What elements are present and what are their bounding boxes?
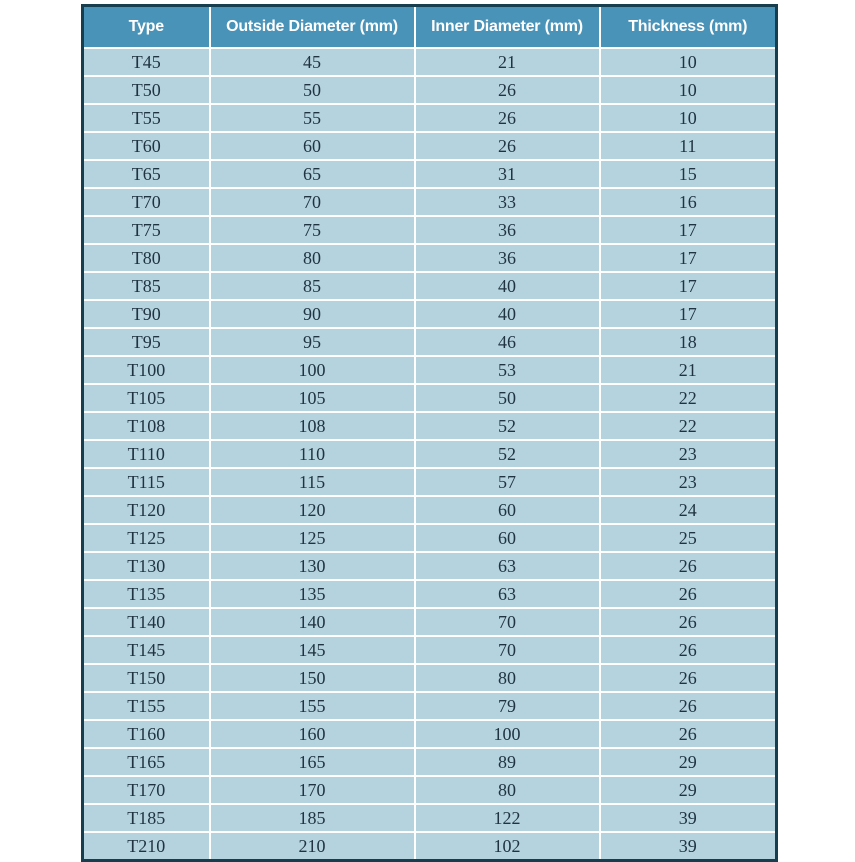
table-row: [83, 552, 777, 580]
table-row: [83, 468, 777, 496]
cell-type: T165: [83, 748, 210, 776]
cell-outside-diameter: 55: [210, 104, 415, 132]
cell-thickness: 17: [600, 300, 777, 328]
cell-thickness: 23: [600, 440, 777, 468]
cell-type: T110: [83, 440, 210, 468]
table-row: [83, 76, 777, 104]
cell-inner-diameter: 26: [415, 132, 600, 160]
table-body: [83, 48, 777, 861]
cell-outside-diameter: 70: [210, 188, 415, 216]
cell-type: T130: [83, 552, 210, 580]
cell-inner-diameter: 70: [415, 608, 600, 636]
cell-outside-diameter: 65: [210, 160, 415, 188]
cell-type: T60: [83, 132, 210, 160]
cell-inner-diameter: 52: [415, 440, 600, 468]
table-row: [83, 496, 777, 524]
cell-type: T160: [83, 720, 210, 748]
cell-type: T105: [83, 384, 210, 412]
cell-inner-diameter: 31: [415, 160, 600, 188]
cell-outside-diameter: 110: [210, 440, 415, 468]
cell-thickness: 11: [600, 132, 777, 160]
cell-outside-diameter: 165: [210, 748, 415, 776]
cell-inner-diameter: 26: [415, 104, 600, 132]
cell-type: T210: [83, 832, 210, 861]
cell-outside-diameter: 85: [210, 272, 415, 300]
cell-inner-diameter: 63: [415, 552, 600, 580]
cell-inner-diameter: 63: [415, 580, 600, 608]
table-row: [83, 328, 777, 356]
cell-inner-diameter: 26: [415, 76, 600, 104]
cell-outside-diameter: 150: [210, 664, 415, 692]
cell-type: T145: [83, 636, 210, 664]
cell-inner-diameter: 52: [415, 412, 600, 440]
cell-thickness: 23: [600, 468, 777, 496]
cell-outside-diameter: 185: [210, 804, 415, 832]
cell-outside-diameter: 120: [210, 496, 415, 524]
cell-inner-diameter: 100: [415, 720, 600, 748]
table-row: [83, 832, 777, 861]
cell-type: T108: [83, 412, 210, 440]
cell-thickness: 10: [600, 104, 777, 132]
cell-thickness: 15: [600, 160, 777, 188]
table-row: [83, 300, 777, 328]
cell-type: T85: [83, 272, 210, 300]
table-row: [83, 804, 777, 832]
cell-outside-diameter: 60: [210, 132, 415, 160]
cell-outside-diameter: 135: [210, 580, 415, 608]
cell-outside-diameter: 125: [210, 524, 415, 552]
table-row: [83, 720, 777, 748]
table-row: [83, 776, 777, 804]
cell-type: T50: [83, 76, 210, 104]
table-row: [83, 692, 777, 720]
cell-type: T150: [83, 664, 210, 692]
cell-thickness: 26: [600, 552, 777, 580]
cell-type: T65: [83, 160, 210, 188]
table-row: [83, 188, 777, 216]
spec-table: [81, 4, 778, 862]
cell-outside-diameter: 130: [210, 552, 415, 580]
cell-type: T140: [83, 608, 210, 636]
cell-outside-diameter: 160: [210, 720, 415, 748]
cell-outside-diameter: 105: [210, 384, 415, 412]
table-row: [83, 440, 777, 468]
cell-inner-diameter: 122: [415, 804, 600, 832]
header-type: Type: [83, 6, 210, 49]
cell-type: T95: [83, 328, 210, 356]
cell-type: T70: [83, 188, 210, 216]
cell-outside-diameter: 108: [210, 412, 415, 440]
table-row: [83, 412, 777, 440]
cell-thickness: 22: [600, 384, 777, 412]
cell-type: T115: [83, 468, 210, 496]
cell-inner-diameter: 79: [415, 692, 600, 720]
cell-inner-diameter: 21: [415, 48, 600, 76]
cell-type: T55: [83, 104, 210, 132]
cell-thickness: 26: [600, 636, 777, 664]
cell-outside-diameter: 50: [210, 76, 415, 104]
cell-thickness: 18: [600, 328, 777, 356]
header-outside-diameter: Outside Diameter (mm): [210, 6, 415, 49]
table-row: [83, 580, 777, 608]
cell-inner-diameter: 53: [415, 356, 600, 384]
cell-type: T75: [83, 216, 210, 244]
cell-thickness: 22: [600, 412, 777, 440]
cell-inner-diameter: 33: [415, 188, 600, 216]
cell-type: T135: [83, 580, 210, 608]
table-row: [83, 356, 777, 384]
cell-type: T185: [83, 804, 210, 832]
table-row: [83, 524, 777, 552]
cell-outside-diameter: 170: [210, 776, 415, 804]
cell-inner-diameter: 36: [415, 216, 600, 244]
table-row: [83, 48, 777, 76]
cell-inner-diameter: 50: [415, 384, 600, 412]
table-row: [83, 104, 777, 132]
cell-thickness: 17: [600, 216, 777, 244]
header-inner-diameter: Inner Diameter (mm): [415, 6, 600, 49]
cell-thickness: 39: [600, 804, 777, 832]
table-header: [83, 6, 777, 49]
cell-thickness: 10: [600, 76, 777, 104]
table-row: [83, 608, 777, 636]
cell-thickness: 29: [600, 748, 777, 776]
cell-inner-diameter: 46: [415, 328, 600, 356]
cell-outside-diameter: 100: [210, 356, 415, 384]
cell-thickness: 25: [600, 524, 777, 552]
cell-thickness: 26: [600, 608, 777, 636]
cell-thickness: 29: [600, 776, 777, 804]
cell-inner-diameter: 60: [415, 524, 600, 552]
cell-type: T120: [83, 496, 210, 524]
cell-thickness: 24: [600, 496, 777, 524]
cell-type: T90: [83, 300, 210, 328]
cell-thickness: 10: [600, 48, 777, 76]
cell-inner-diameter: 80: [415, 664, 600, 692]
cell-inner-diameter: 40: [415, 300, 600, 328]
cell-inner-diameter: 36: [415, 244, 600, 272]
table-row: [83, 160, 777, 188]
table-row: [83, 748, 777, 776]
cell-type: T80: [83, 244, 210, 272]
cell-thickness: 39: [678, 836, 697, 856]
cell-thickness: 16: [600, 188, 777, 216]
cell-type: T155: [83, 692, 210, 720]
cell-thickness: 21: [600, 356, 777, 384]
cell-outside-diameter: 95: [210, 328, 415, 356]
table-row: [83, 636, 777, 664]
table-row: [83, 384, 777, 412]
cell-inner-diameter: 57: [415, 468, 600, 496]
table-row: [83, 272, 777, 300]
table-row: [83, 216, 777, 244]
cell-type: T125: [83, 524, 210, 552]
cell-thickness: 17: [600, 272, 777, 300]
cell-outside-diameter: 115: [210, 468, 415, 496]
cell-outside-diameter: 75: [210, 216, 415, 244]
cell-outside-diameter: 80: [210, 244, 415, 272]
header-row: [83, 6, 777, 49]
cell-inner-diameter: 89: [415, 748, 600, 776]
table-row: [83, 664, 777, 692]
cell-inner-diameter: 80: [415, 776, 600, 804]
table-row: [83, 132, 777, 160]
cell-inner-diameter: 40: [415, 272, 600, 300]
table-row: [83, 244, 777, 272]
cell-thickness: 26: [600, 664, 777, 692]
header-thickness: Thickness (mm): [600, 6, 777, 49]
cell-outside-diameter: 155: [210, 692, 415, 720]
cell-thickness: 26: [600, 720, 777, 748]
cell-outside-diameter: 140: [210, 608, 415, 636]
cell-inner-diameter: 60: [415, 496, 600, 524]
cell-outside-diameter: 45: [210, 48, 415, 76]
cell-type: T45: [83, 48, 210, 76]
cell-inner-diameter: 70: [415, 636, 600, 664]
cell-thickness: 17: [600, 244, 777, 272]
cell-outside-diameter: 210: [210, 832, 415, 861]
cell-thickness: 26: [600, 692, 777, 720]
cell-type: T170: [83, 776, 210, 804]
cell-outside-diameter: 145: [210, 636, 415, 664]
cell-outside-diameter: 90: [210, 300, 415, 328]
cell-inner-diameter: 102: [415, 832, 600, 861]
cell-type: T100: [83, 356, 210, 384]
cell-thickness: 26: [600, 580, 777, 608]
